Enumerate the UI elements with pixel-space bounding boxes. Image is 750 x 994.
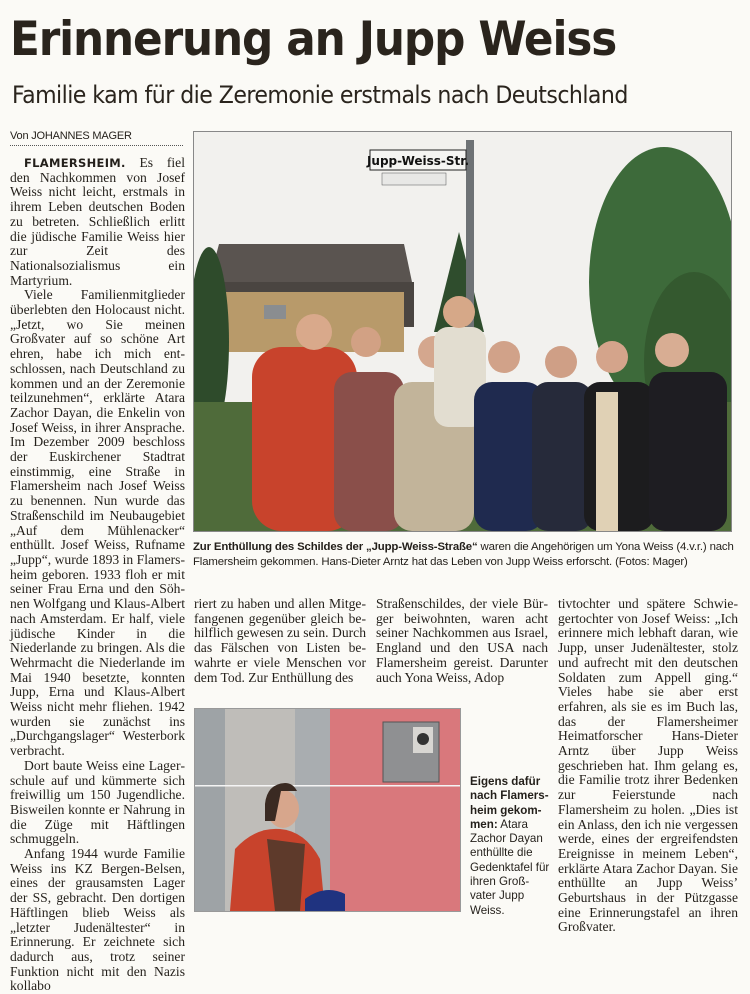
main-photo [193,131,732,532]
paragraph-continued: Straßenschildes, der viele Bürger beiwohnten, waren acht seiner Nachkommen aus Israel, England und den USA nach Flamersheim gereist. Darunter auch Yona Weiss, Adop [376,596,548,685]
paragraph-3: Dort baute Weiss eine Lagerschule auf und kümmerte sich freiwillig um 150 Jugendliche. Bisweilen konnte er Nahrung in die Züge mit Häftlingen schmuggeln. [10,757,185,847]
street-sign-text: Jupp-Weiss-Str. [366,154,470,168]
paragraph-2: Viele Familienmitglieder überlebten den Holocaust nicht. „Jetzt, wo Sie meinen Großvater auf so schöne Art ehren, habe ich mich entschlossen, nach Deutschland zu kommen und an der Zeremonie teilzunehmen“, erklärte Atara Zachor Dayan, die Enkelin von Josef Weiss, in ihrer Ansprache. Im Dezember 2009 beschloss der Euskirchener Stadtrat einstimmig, eine Straße in Flamersheim nach Josef Weiss zu benennen. Nun wurde das Straßenschild im Neubaugebiet „Auf dem Mühlenacker“ enthüllt. Josef Weiss, Rufname „Jupp“, wurde 1893 in Flamersheim geboren. 1933 floh er mit seiner Frau Erna und den Söhnen Wolfgang und Klaus-Albert nach Amsterdam. Er half, viele jüdische Kinder in die Niederlande zu bringen. Als die Wehrmacht die Niederlande im Mai 1940 besetzte, konnten Jupp, Erna und Klaus-Albert Weiss nicht mehr fliehen. 1942 wurden sie zunächst ins „Durchgangslager“ Westerbork verbracht. [10,287,185,759]
byline: Von JOHANNES MAGER [10,130,183,146]
caption-text: Atara Zachor Dayan enthüllte die Gedenktafel für ihren Großvater Jupp Weiss. [470,817,550,917]
plaque-unveiling-illustration [195,709,460,911]
paragraph-1 [10,156,185,288]
paragraph-continued: tivtochter und spätere Schwiegertochter von Josef Weiss: „Ich erinnere mich lebhaft daran, wie Jupp, unser Judenältester, stolz und aufrecht mit den deutschen Soldaten zum Appell ging.“ Vieles habe sie aber erst erfahren, als sie es im Buch las, das der Flamersheimer Heimatforscher Hans-Dieter Arntz über Jupp Weiss geschrieben hat. Ihm gelang es, die Familie trotz ihrer Bedenken zur Feierstunde nach Flamersheim zu holen. „Dies ist ein Anlass, den ich nie vergessen werde, eines der ergreifendsten Ereignisse in meinem Leben“, erklärte Atara Zachor Dayan. Sie enthüllte an Jupp Weiss’ Geburtshaus in der Pützgasse eine Erinnerungstafel an ihren Großvater. [558,596,738,935]
main-photo-caption [193,540,738,570]
article-column-2 [194,597,366,685]
group-photo-illustration [194,132,731,531]
caption-lead: Eigens dafür nach Flamersheim gekommen: [470,775,549,831]
paragraph-4: Anfang 1944 wurde Familie Weiss ins KZ Bergen-Belsen, eines der grausamsten Lager der SS, gebracht. Den dortigen Häftlingen blieb Weiss als „letzter Judenältester“ in Erinnerung. Er zeichnete sich dadurch aus, trotz seiner Funktion nicht mit den Nazis kollabo [10,846,185,994]
plaque-photo [194,708,461,912]
caption-text: waren die Angehörigen um Yona Weiss (4.v.r.) nach Flamersheim gekommen. Hans-Dieter Arntz hat das Leben von Jupp Weiss erforscht. (Fotos: Mager) [193,541,734,568]
article-column-4 [558,597,738,935]
caption-lead: Zur Enthüllung des Schildes der „Jupp-Weiss-Straße“ [193,541,478,553]
dateline: FLAMERSHEIM. [24,156,126,170]
headline: Erinnerung an Jupp Weiss [10,12,617,67]
article-column-3 [376,597,548,685]
article-column-1 [10,156,185,994]
paragraph-continued: riert zu haben und allen Mitgefangenen gegenüber gleich behilflich gewesen zu sein. Durch das Fälschen von Listen bewahrte er viele Menschen vor dem Tod. Zur Enthüllung des [194,596,366,685]
paragraph-text: Es fiel den Nachkommen von Josef Weiss nicht leicht, erstmals in ihrem Leben deutschen Boden zu betreten. Schließlich erlitt die jüdische Familie Weiss hier zur Zeit des Nationalsozialismus ein Martyrium. [10,155,185,288]
subheadline: Familie kam für die Zeremonie erstmals nach Deutschland [12,81,628,109]
plaque-photo-caption [470,775,550,918]
